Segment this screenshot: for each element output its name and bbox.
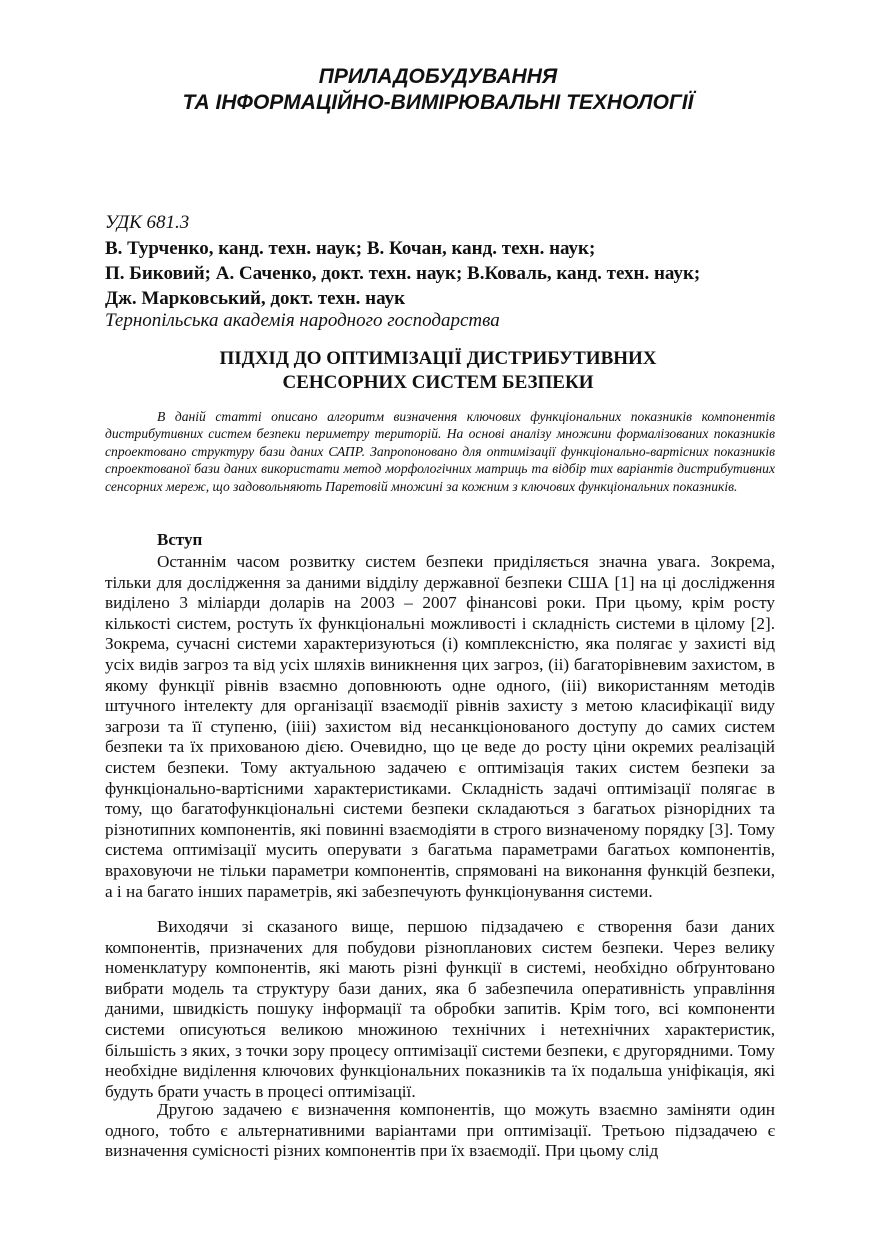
body-paragraph: Останнім часом розвитку систем безпеки приділяється значна увага. Зокрема, тільки для дослідження за даними відділу державної безпеки США [1] на ці дослідження виділено 3 міліарди доларів на 2003 – 2007 фінансові роки. При цьому, крім росту кількості систем, ростуть їх функціональні можливості і складність системи в цілому [2]. Зокрема, сучасні системи характеризуються (і) комплексністю, яка полягає у захисті від усіх видів загроз та від усіх шляхів виникнення цих загроз, (іі) багаторівневим захистом, в якому функції рівнів взаємно доповнюють одне одного, (ііі) використанням методів штучного інтелекту для організації взаємодії рівнів захисту з метою класифікації виду загрози та її ступеню, (іііі) захистом від несанкціонованого доступу до самих систем безпеки та їх прихованою дією. Очевидно, що це веде до росту ціни окремих реалізацій систем безпеки. Тому актуальною задачею є оптимізація таких систем безпеки за функціонально-вартісними характеристиками. Складність задачі оптимізації полягає в тому, що багатофункціональні системи безпеки складаються з багатьох різнорідних та різнотипних компонентів, які повинні взаємодіяти в строго визначеному порядку [3]. Тому система оптимізації мусить оперувати з багатьма параметрами багатьох компонентів, враховуючи не тільки параметри компонентів, спрямовані на виконання функцій безпеки, а і на багато інших параметрів, які забезпечують функціонування системи.: [105, 552, 775, 901]
body-text-block: [105, 552, 775, 902]
body-text-block: [105, 917, 775, 1102]
author-line: П. Биковий; А. Саченко, докт. техн. наук; В.Коваль, канд. техн. наук;: [105, 263, 701, 284]
journal-section-subtitle: ТА ІНФОРМАЦІЙНО-ВИМІРЮВАЛЬНІ ТЕХНОЛОГІЇ: [182, 91, 694, 114]
abstract: В даній статті описано алгоритм визначення ключових функціональних показників компонентів дистрибутивних систем безпеки периметру територій. На основі аналізу множини формалізованих показників спроектовано структуру бази даних САПР. Запропоновано для оптимізації функціонально-вартісних показників спроектованої бази даних використати метод морфологічних матриць та відбір тих варіантів дистрибутивних сенсорних мереж, що задовольняють Паретовій множині за кожним з ключових функціональних показників.: [105, 409, 775, 494]
author-line: В. Турченко, канд. техн. наук; В. Кочан, канд. техн. наук;: [105, 238, 596, 259]
body-text-block: [105, 1100, 775, 1162]
paper-title: ПІДХІД ДО ОПТИМІЗАЦІЇ ДИСТРИБУТИВНИХ: [219, 348, 657, 369]
body-paragraph: Другою задачею є визначення компонентів, що можуть взаємно заміняти один одного, тобто є альтернативними варіантами при оптимізації. Третьою підзадачею є визначення сумісності різних компонентів при їх взаємодії. При цьому слід: [105, 1100, 775, 1161]
journal-section-title: ПРИЛАДОБУДУВАННЯ: [318, 65, 558, 88]
udk-code: УДК 681.3: [105, 212, 190, 233]
author-line: Дж. Марковський, докт. техн. наук: [105, 288, 406, 309]
intro-heading: Вступ: [157, 530, 203, 549]
author-list: [105, 236, 775, 311]
body-paragraph: Виходячи зі сказаного вище, першою підзадачею є створення бази даних компонентів, призначених для побудови різнопланових систем безпеки. Через велику номенклатуру компонентів, які мають різні функції в системі, необхідно обґрунтовано вибрати модель та структуру бази даних, яка б забезпечила оперативність управління даними, швидкість пошуку інформації та обробки запитів. Крім того, всі компоненти системи описуються великою множиною технічних і нетехнічних характеристик, більшість з яких, з точки зору процесу оптимізації системи безпеки, є другорядними. Тому необхідне виділення ключових функціональних показників та їх подальша уніфікація, які будуть брати участь в процесі оптимізації.: [105, 917, 775, 1101]
paper-title-line2: СЕНСОРНИХ СИСТЕМ БЕЗПЕКИ: [282, 372, 594, 393]
affiliation: Тернопільська академія народного господарства: [105, 310, 500, 331]
